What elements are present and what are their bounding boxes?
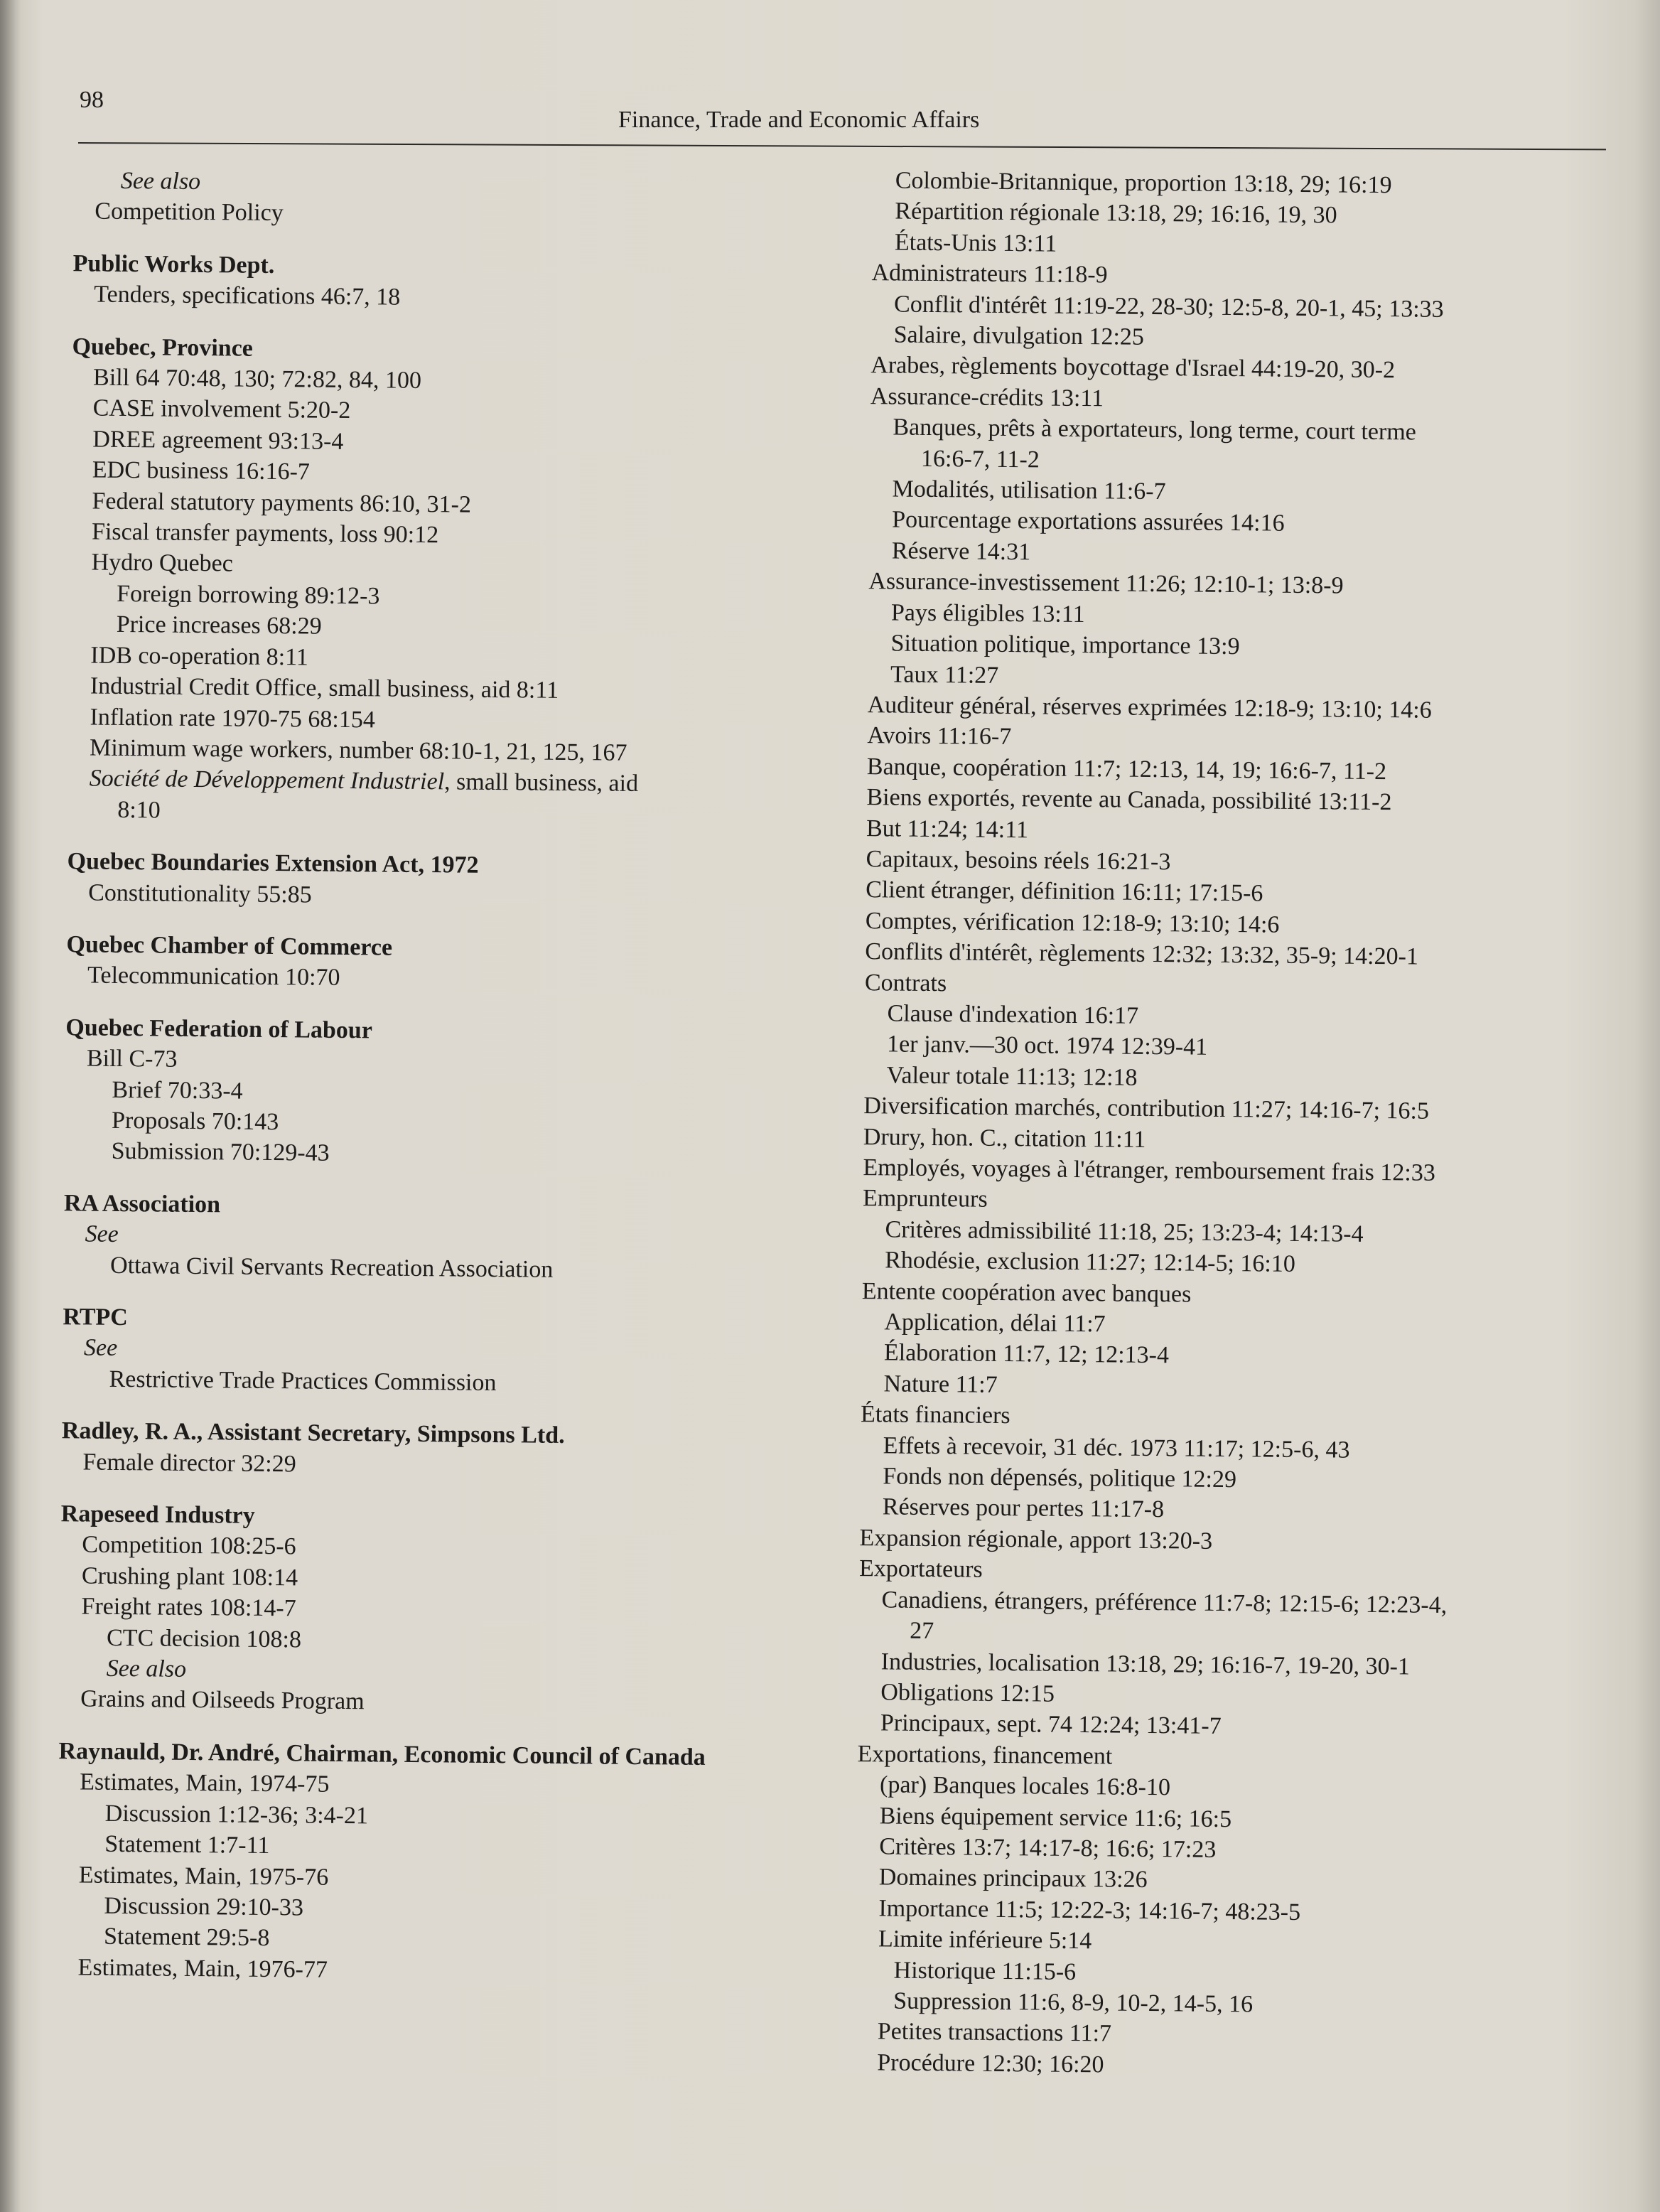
index-entry: Proposals 70:143 — [111, 1107, 279, 1136]
index-entry: Pourcentage exportations assurées 14:16 — [892, 506, 1285, 537]
index-heading: Raynauld, Dr. André, Chairman, Economic Council of Canada — [58, 1738, 706, 1771]
index-entry: Pays éligibles 13:11 — [890, 599, 1085, 628]
index-entry: Industrial Credit Office, small business, aid 8:11 — [90, 672, 559, 704]
index-entry: IDB co-operation 8:11 — [90, 642, 309, 671]
index-entry: Procédure 12:30; 16:20 — [877, 2049, 1104, 2078]
index-entry: Conflit d'intérêt 11:19-22, 28-30; 12:5-8, 20-1, 45; 13:33 — [893, 291, 1444, 323]
index-entry: Valeur totale 11:13; 12:18 — [886, 1062, 1138, 1091]
index-entry: Importance 11:5; 12:22-3; 14:16-7; 48:23-5 — [878, 1895, 1301, 1926]
index-entry: Critères 13:7; 14:17-8; 16:6; 17:23 — [879, 1833, 1217, 1863]
index-entry: Arabes, règlements boycottage d'Israel 44:19-20, 30-2 — [871, 352, 1396, 384]
index-entry: Tenders, specifications 46:7, 18 — [94, 281, 401, 311]
index-entry: Capitaux, besoins réels 16:21-3 — [866, 846, 1171, 876]
index-entry: Discussion 1:12-36; 3:4-21 — [104, 1800, 369, 1830]
index-entry-italic-title: Société de Développement Industriel — [89, 765, 445, 795]
index-heading: Quebec Chamber of Commerce — [66, 931, 393, 961]
index-entry: But 11:24; 14:11 — [866, 815, 1029, 843]
index-entry: Drury, hon. C., citation 11:11 — [863, 1123, 1146, 1153]
index-entry: Federal statutory payments 86:10, 31-2 — [92, 488, 472, 518]
index-entry: Modalités, utilisation 11:6-7 — [892, 476, 1166, 505]
index-cross-reference: See — [85, 1220, 119, 1248]
index-entry: Client étranger, définition 16:11; 17:15-6 — [866, 876, 1263, 907]
index-entry: EDC business 16:16-7 — [92, 456, 311, 485]
index-entry: Obligations 12:15 — [880, 1679, 1055, 1707]
index-entry: Competition Policy — [95, 198, 284, 227]
index-heading: Quebec Boundaries Extension Act, 1972 — [67, 848, 479, 879]
index-entry: Entente coopération avec banques — [861, 1277, 1192, 1308]
index-entry: Application, délai 11:7 — [884, 1309, 1106, 1338]
running-head: Finance, Trade and Economic Affairs — [618, 107, 980, 133]
index-entry: Bill C-73 — [86, 1045, 178, 1073]
index-entry: Competition 108:25-6 — [82, 1531, 296, 1560]
index-entry-continuation: 8:10 — [117, 796, 161, 824]
index-entry: Historique 11:15-6 — [893, 1957, 1077, 1985]
index-entry: Banques, prêts à exportateurs, long terme, court terme — [893, 414, 1417, 446]
index-entry: Banque, coopération 11:7; 12:13, 14, 19; 16:6-7, 11-2 — [866, 753, 1387, 785]
index-entry: Limite inférieure 5:14 — [878, 1926, 1092, 1955]
index-entry: Ottawa Civil Servants Recreation Association — [109, 1252, 554, 1283]
index-entry: Suppression 11:6, 8-9, 10-2, 14-5, 16 — [893, 1987, 1254, 2018]
index-entry: Assurance-crédits 13:11 — [870, 383, 1104, 412]
index-entry: Female director 32:29 — [82, 1449, 296, 1477]
index-heading: Radley, R. A., Assistant Secretary, Simpsons Ltd. — [61, 1417, 565, 1449]
index-entry: Fonds non dépensés, politique 12:29 — [883, 1463, 1237, 1493]
index-entry: Freight rates 108:14-7 — [81, 1593, 296, 1622]
index-entry: Constitutionality 55:85 — [87, 879, 312, 908]
index-entry: États-Unis 13:11 — [894, 229, 1057, 257]
index-heading: RTPC — [63, 1304, 128, 1331]
index-entry: Réserves pour pertes 11:17-8 — [882, 1493, 1165, 1523]
index-entry: Brief 70:33-4 — [112, 1076, 243, 1105]
index-entry: Administrateurs 11:18-9 — [871, 259, 1108, 289]
index-entry: Bill 64 70:48, 130; 72:82, 84, 100 — [92, 364, 422, 394]
index-entry: Estimates, Main, 1974-75 — [79, 1768, 330, 1798]
index-entry: Price increases 68:29 — [116, 611, 322, 640]
index-entry: Domaines principaux 13:26 — [878, 1864, 1148, 1894]
index-entry-rest: , small business, aid — [443, 768, 639, 798]
index-entry: Expansion régionale, apport 13:20-3 — [859, 1524, 1213, 1555]
index-heading: Rapeseed Industry — [60, 1500, 255, 1529]
index-entry: Assurance-investissement 11:26; 12:10-1; 13:8-9 — [868, 568, 1344, 599]
index-entry: Salaire, divulgation 12:25 — [893, 321, 1145, 350]
binding-gutter — [0, 0, 21, 2212]
index-entry-continuation: 16:6-7, 11-2 — [920, 445, 1040, 473]
index-entry: Biens exportés, revente au Canada, possibilité 13:11-2 — [866, 784, 1392, 816]
index-cross-reference: See — [83, 1334, 118, 1362]
index-heading: RA Association — [63, 1190, 221, 1218]
index-entry: Telecommunication 10:70 — [87, 962, 340, 992]
index-column-right — [841, 165, 1613, 2085]
index-entry: Colombie-Britannique, proportion 13:18, 29; 16:19 — [895, 167, 1392, 199]
index-entry: Employés, voyages à l'étranger, remboursement frais 12:33 — [863, 1154, 1436, 1186]
index-entry: Critères admissibilité 11:18, 25; 13:23-4; 14:13-4 — [885, 1216, 1364, 1247]
index-column-left — [35, 165, 826, 1990]
index-entry: CTC decision 108:8 — [106, 1624, 302, 1653]
index-entry: Fiscal transfer payments, loss 90:12 — [91, 518, 439, 549]
index-entry: Réserve 14:31 — [891, 537, 1031, 566]
index-entry: Rhodésie, exclusion 11:27; 12:14-5; 16:10 — [885, 1247, 1295, 1278]
index-entry: Nature 11:7 — [883, 1370, 998, 1398]
index-entry: Situation politique, importance 13:9 — [890, 630, 1240, 660]
index-entry: Hydro Quebec — [91, 549, 234, 577]
index-entry: Industries, localisation 13:18, 29; 16:16-7, 19-20, 30-1 — [880, 1648, 1411, 1680]
index-entry: Clause d'indexation 16:17 — [887, 1000, 1139, 1029]
index-entry: CASE involvement 5:20-2 — [92, 394, 351, 424]
index-entry: Statement 1:7-11 — [104, 1830, 270, 1859]
page-number: 98 — [80, 87, 104, 113]
index-entry: Diversification marchés, contribution 11:27; 14:16-7; 16:5 — [863, 1092, 1430, 1124]
index-entry: Exportations, financement — [857, 1740, 1113, 1770]
index-entry: Biens équipement service 11:6; 16:5 — [879, 1802, 1232, 1832]
index-entry: Conflits d'intérêt, règlements 12:32; 13:32, 35-9; 14:20-1 — [865, 938, 1419, 970]
index-entry: Répartition régionale 13:18, 29; 16:16, 19, 30 — [895, 198, 1337, 229]
index-entry: Crushing plant 108:14 — [81, 1562, 298, 1591]
index-entry: DREE agreement 93:13-4 — [92, 426, 344, 455]
index-heading: Quebec, Province — [72, 333, 254, 362]
index-entry: Élaboration 11:7, 12; 12:13-4 — [883, 1339, 1170, 1369]
index-cross-reference: See also — [106, 1655, 187, 1682]
index-entry: Principaux, sept. 74 12:24; 13:41-7 — [880, 1709, 1222, 1740]
index-entry: États financiers — [860, 1401, 1010, 1429]
index-entry: Taux 11:27 — [890, 660, 999, 689]
header-rule — [78, 142, 1606, 150]
index-entry: Minimum wage workers, number 68:10-1, 21, 125, 167 — [89, 734, 627, 766]
index-entry: Restrictive Trade Practices Commission — [109, 1365, 497, 1396]
index-entry: Petites transactions 11:7 — [877, 2018, 1112, 2047]
index-heading: Quebec Federation of Labour — [65, 1014, 373, 1044]
index-entry: Estimates, Main, 1976-77 — [77, 1954, 328, 1983]
index-entry: 1er janv.—30 oct. 1974 12:39-41 — [886, 1031, 1208, 1061]
index-entry: Effets à recevoir, 31 déc. 1973 11:17; 12:5-6, 43 — [883, 1432, 1350, 1464]
index-entry: Contrats — [864, 969, 947, 997]
index-entry: Estimates, Main, 1975-76 — [78, 1861, 329, 1891]
index-entry: Inflation rate 1970-75 68:154 — [90, 704, 376, 733]
index-entry: Submission 70:129-43 — [111, 1138, 330, 1167]
index-entry: Avoirs 11:16-7 — [867, 722, 1012, 751]
index-entry: Exportateurs — [858, 1555, 983, 1584]
index-entry: Auditeur général, réserves exprimées 12:18-9; 13:10; 14:6 — [867, 692, 1432, 724]
index-entry-continuation: 27 — [910, 1617, 934, 1645]
index-heading: Public Works Dept. — [72, 250, 275, 279]
index-entry: Discussion 29:10-33 — [104, 1892, 304, 1921]
index-entry: Comptes, vérification 12:18-9; 13:10; 14:6 — [865, 907, 1280, 938]
index-entry: Grains and Oilseeds Program — [80, 1685, 365, 1715]
index-entry: Emprunteurs — [862, 1185, 988, 1213]
index-entry: (par) Banques locales 16:8-10 — [879, 1771, 1171, 1801]
index-cross-reference: See also — [120, 167, 201, 195]
index-entry: Canadiens, étrangers, préférence 11:7-8; 12:15-6; 12:23-4, — [881, 1586, 1448, 1618]
index-entry: Statement 29:5-8 — [103, 1923, 270, 1952]
index-entry: Foreign borrowing 89:12-3 — [117, 580, 380, 610]
